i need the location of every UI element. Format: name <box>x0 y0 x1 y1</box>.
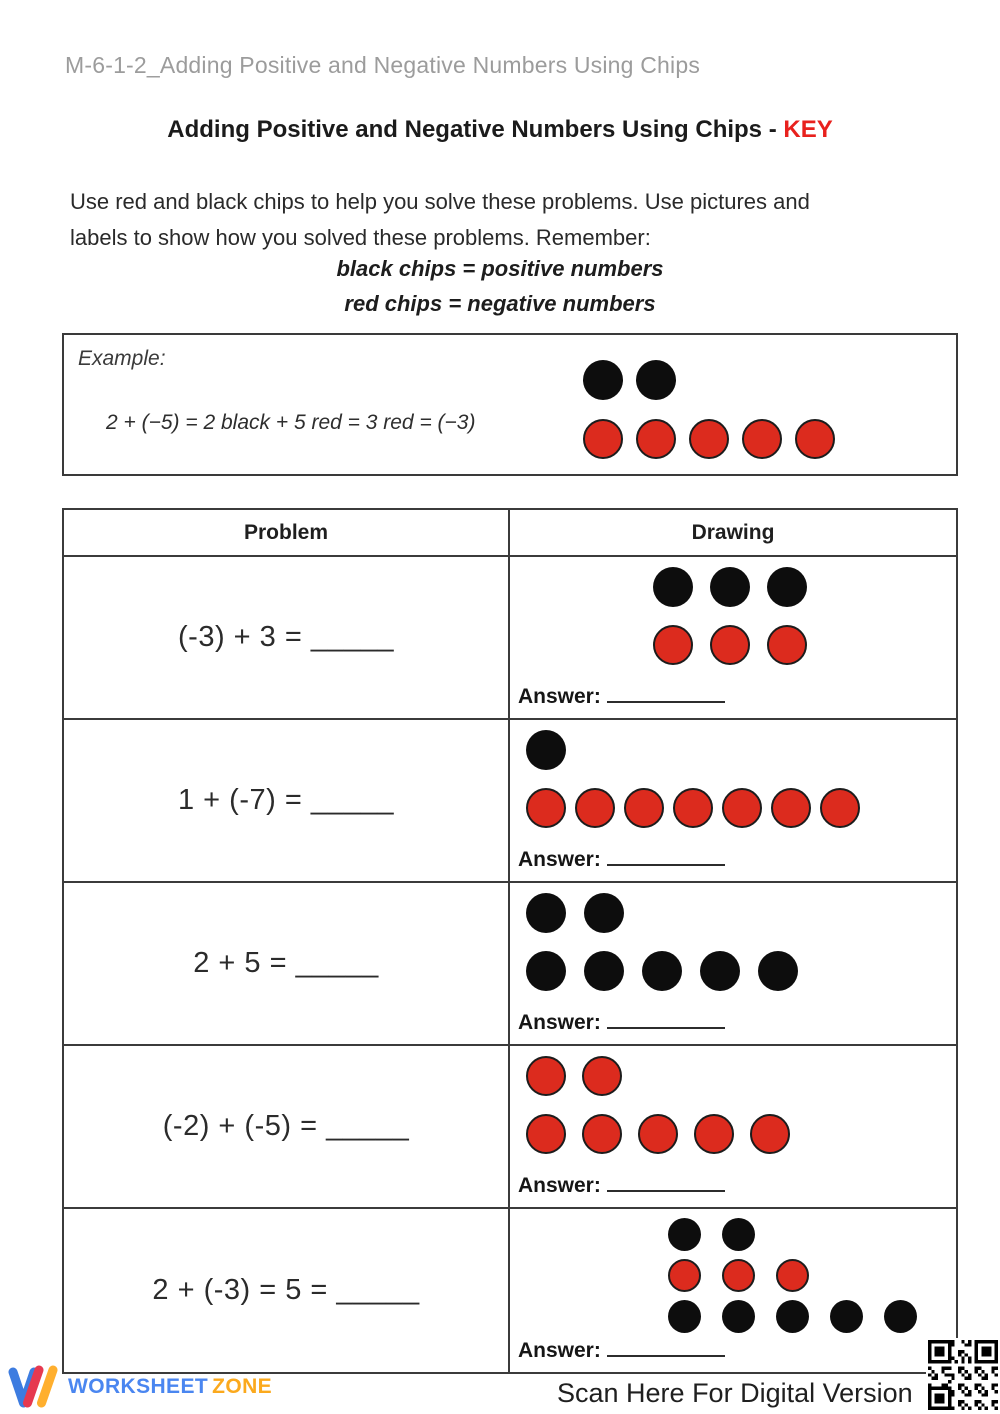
instructions-line-2: labels to show how you solved these problems. Remember: <box>70 225 651 250</box>
answer-label: Answer: <box>518 1009 725 1035</box>
red-chip <box>776 1259 809 1292</box>
black-chip <box>526 951 566 991</box>
problems-table <box>62 508 958 1374</box>
black-chip <box>636 360 676 400</box>
answer-label: Answer: <box>518 846 725 872</box>
red-chip <box>582 1056 622 1096</box>
red-chip <box>526 1114 566 1154</box>
black-chip <box>584 893 624 933</box>
table-row <box>64 1209 956 1372</box>
red-chip <box>582 1114 622 1154</box>
drawing-cell <box>510 720 956 881</box>
chip-drawing <box>510 567 950 665</box>
chip-row <box>668 1218 950 1251</box>
instructions-line-1: Use red and black chips to help you solve these problems. Use pictures and <box>70 189 810 214</box>
black-chip <box>884 1300 917 1333</box>
answer-blank-line <box>607 846 725 866</box>
qr-code-image <box>928 1340 998 1410</box>
red-chip <box>771 788 811 828</box>
chip-drawing <box>510 730 950 828</box>
scan-here-text: Scan Here For Digital Version <box>557 1378 913 1408</box>
problem-cell <box>64 720 510 881</box>
chip-drawing <box>510 1218 950 1333</box>
chip-row <box>526 1114 950 1154</box>
red-chip <box>710 625 750 665</box>
chip-row <box>526 788 950 828</box>
black-chip <box>642 951 682 991</box>
black-chip <box>710 567 750 607</box>
red-chip <box>636 419 676 459</box>
red-chip <box>795 419 835 459</box>
table-row <box>64 1046 956 1209</box>
black-chip <box>722 1300 755 1333</box>
red-chip <box>526 788 566 828</box>
example-equation: 2 + (−5) = 2 black + 5 red = 3 red = (−3) <box>106 411 476 434</box>
answer-blank-line <box>607 1172 725 1192</box>
chip-row <box>668 1300 950 1333</box>
red-chip <box>722 1259 755 1292</box>
red-chip <box>526 1056 566 1096</box>
problem-cell <box>64 1209 510 1372</box>
header-drawing: Drawing <box>691 520 775 544</box>
answer-blank-line <box>607 1337 725 1357</box>
drawing-cell <box>510 1046 956 1207</box>
red-chip <box>742 419 782 459</box>
table-row <box>64 557 956 720</box>
black-chip <box>722 1218 755 1251</box>
problem-text: 1 + (-7) = _____ <box>178 784 394 816</box>
chip-row <box>526 893 950 933</box>
black-chip <box>526 893 566 933</box>
rule-red-chips: red chips = negative numbers <box>344 291 656 316</box>
page-title <box>0 116 1000 144</box>
example-label: Example: <box>78 347 166 370</box>
table-row <box>64 720 956 883</box>
problem-text: 2 + 5 = _____ <box>193 947 379 979</box>
page-title-key: KEY <box>783 116 833 143</box>
page-title-main: Adding Positive and Negative Numbers Using Chips - <box>167 116 784 143</box>
brand-worksheet: WORKSHEET <box>68 1375 209 1398</box>
chip-row <box>583 419 835 459</box>
chip-row <box>526 1056 950 1096</box>
brand-text <box>68 1375 272 1399</box>
red-chip <box>583 419 623 459</box>
black-chip <box>584 951 624 991</box>
red-chip <box>638 1114 678 1154</box>
answer-label: Answer: <box>518 1337 725 1363</box>
table-header-row <box>64 510 956 557</box>
instructions <box>70 184 950 256</box>
problem-cell <box>64 1046 510 1207</box>
black-chip <box>776 1300 809 1333</box>
example-chips <box>583 360 835 459</box>
document-filename: M-6-1-2_Adding Positive and Negative Numbers Using Chips <box>65 52 701 78</box>
rule-black-chips: black chips = positive numbers <box>336 256 664 281</box>
problem-text: (-2) + (-5) = _____ <box>162 1110 410 1142</box>
black-chip <box>526 730 566 770</box>
black-chip <box>668 1300 701 1333</box>
red-chip <box>673 788 713 828</box>
answer-label: Answer: <box>518 1172 725 1198</box>
header-problem: Problem <box>64 510 510 555</box>
red-chip <box>767 625 807 665</box>
black-chip <box>583 360 623 400</box>
drawing-cell <box>510 557 956 718</box>
black-chip <box>668 1218 701 1251</box>
black-chip <box>758 951 798 991</box>
red-chip <box>689 419 729 459</box>
chip-row <box>526 730 950 770</box>
worksheetzone-logo <box>8 1363 272 1411</box>
red-chip <box>668 1259 701 1292</box>
chip-row <box>526 951 950 991</box>
red-chip <box>694 1114 734 1154</box>
black-chip <box>767 567 807 607</box>
problem-cell <box>64 557 510 718</box>
red-chip <box>653 625 693 665</box>
chip-row <box>653 625 807 665</box>
problem-text: 2 + (-3) = 5 = _____ <box>152 1274 420 1306</box>
red-chip <box>722 788 762 828</box>
answer-blank-line <box>607 683 725 703</box>
black-chip <box>830 1300 863 1333</box>
answer-label: Answer: <box>518 683 725 709</box>
red-chip <box>820 788 860 828</box>
chip-drawing <box>510 1056 950 1154</box>
example-box <box>62 333 958 476</box>
problem-text: (-3) + 3 = _____ <box>178 621 394 653</box>
brand-zone: ZONE <box>212 1375 273 1398</box>
drawing-cell <box>510 883 956 1044</box>
drawing-cell <box>510 1209 956 1372</box>
chip-row <box>668 1259 950 1292</box>
chip-row <box>653 567 807 607</box>
qr-code <box>926 1338 1000 1412</box>
black-chip <box>653 567 693 607</box>
problem-cell <box>64 883 510 1044</box>
answer-blank-line <box>607 1009 725 1029</box>
worksheetzone-logo-icon <box>8 1363 60 1411</box>
red-chip <box>750 1114 790 1154</box>
red-chip <box>624 788 664 828</box>
red-chip <box>575 788 615 828</box>
chip-row <box>583 360 835 400</box>
black-chip <box>700 951 740 991</box>
table-row <box>64 883 956 1046</box>
chip-drawing <box>510 893 950 991</box>
